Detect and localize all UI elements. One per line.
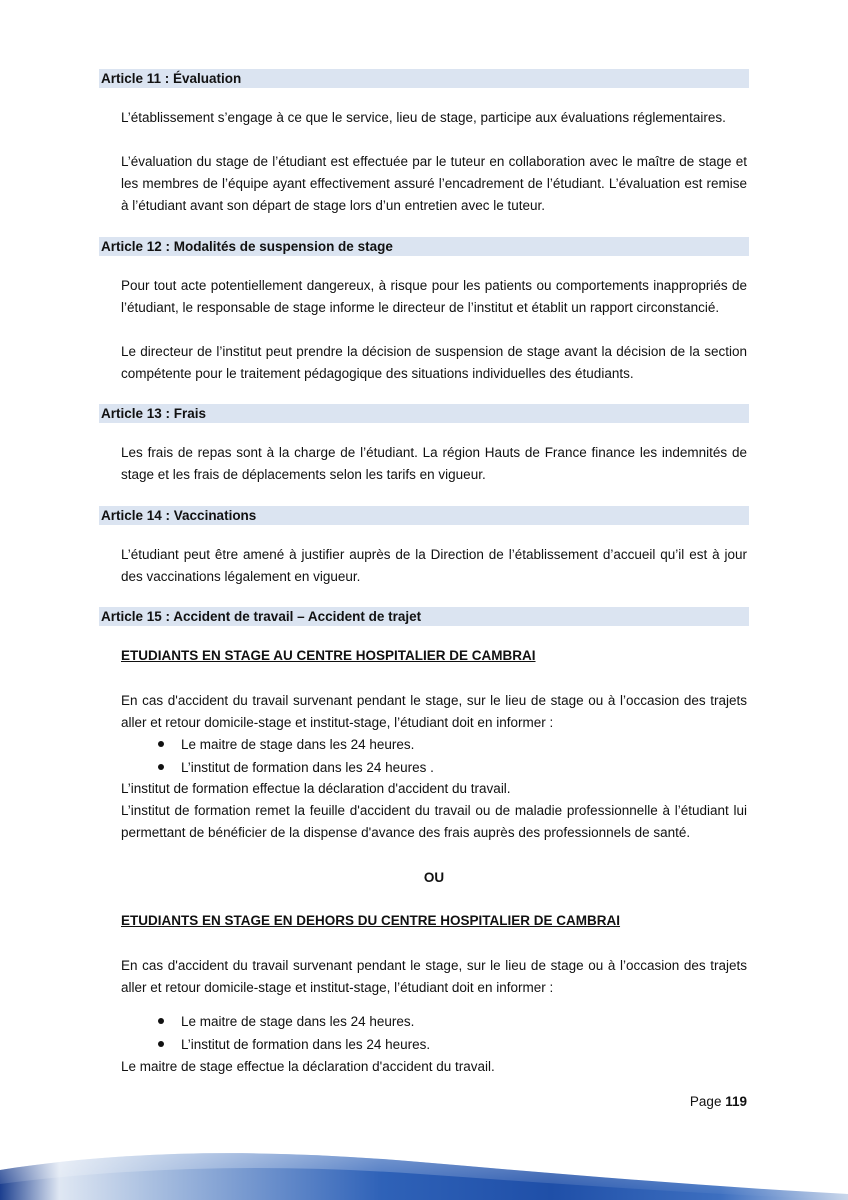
article-13-paragraph-1: Les frais de repas sont à la charge de l’étudiant. La région Hauts de France finance les indemnités de stage et les frais de déplacements selon les tarifs en vigueur. (121, 445, 747, 482)
section-b-intro: En cas d'accident du travail survenant pendant le stage, sur le lieu de stage ou à l’occasion des trajets aller et retour domicile-stage et institut-stage, l’étudiant doit en informer : (121, 958, 747, 995)
article-12-paragraph-1: Pour tout acte potentiellement dangereux, à risque pour les patients ou comportements inappropriés de l’étudiant, le responsable de stage informe le directeur de l’institut et établit un rapport circonstancié. (121, 278, 747, 315)
article-14-heading: Article 14 : Vaccinations (99, 506, 749, 525)
or-separator: OU (423, 870, 445, 885)
bullet-dot-icon (158, 1018, 164, 1024)
article-12-heading: Article 12 : Modalités de suspension de stage (99, 237, 749, 256)
page-number (690, 1092, 747, 1112)
section-b-title: ETUDIANTS EN STAGE EN DEHORS DU CENTRE HOSPITALIER DE CAMBRAI (121, 913, 621, 928)
section-b-bullet-item (158, 1011, 414, 1033)
section-a-bullet-item (158, 734, 414, 756)
article-14-paragraph-1: L’étudiant peut être amené à justifier auprès de la Direction de l’établissement d’accueil qu’il est à jour des vaccinations légalement en vigueur. (121, 547, 747, 584)
article-11-paragraph-1: L’établissement s’engage à ce que le service, lieu de stage, participe aux évaluations réglementaires. (121, 110, 726, 125)
bullet-dot-icon (158, 764, 164, 770)
article-15-heading: Article 15 : Accident de travail – Accident de trajet (99, 607, 749, 626)
article-11-paragraph-2: L’évaluation du stage de l’étudiant est effectuée par le tuteur en collaboration avec le maître de stage et les membres de l’équipe ayant effectivement assuré l’encadrement de l’étudiant. L’évaluation est remise à l’étudiant avant son départ de stage lors d’un entretien avec le tuteur. (121, 154, 747, 213)
bullet-dot-icon (158, 1041, 164, 1047)
section-a-intro: En cas d'accident du travail survenant pendant le stage, sur le lieu de stage ou à l’occasion des trajets aller et retour domicile-stage et institut-stage, l’étudiant doit en informer : (121, 693, 747, 730)
section-a-bullet-item (158, 757, 434, 779)
section-a-bullet-text: Le maitre de stage dans les 24 heures. (181, 737, 415, 752)
bullet-dot-icon (158, 741, 164, 747)
section-a-after-1: L’institut de formation effectue la déclaration d'accident du travail. (121, 781, 511, 796)
page-number-value: 119 (725, 1094, 747, 1109)
section-a-after-2: L’institut de formation remet la feuille d'accident du travail ou de maladie professionnelle à l’étudiant lui permettant de bénéficier de la dispense d'avance des frais auprès des professionnels de santé. (121, 803, 747, 840)
article-13-heading: Article 13 : Frais (99, 404, 749, 423)
section-b-bullet-text: L’institut de formation dans les 24 heures. (181, 1037, 431, 1052)
section-b-bullet-text: Le maitre de stage dans les 24 heures. (181, 1014, 415, 1029)
article-12-paragraph-2: Le directeur de l’institut peut prendre la décision de suspension de stage avant la décision de la section compétente pour le traitement pédagogique des situations individuelles des étudiants. (121, 344, 747, 381)
page-label: Page (689, 1094, 722, 1109)
section-b-bullet-item (158, 1034, 430, 1056)
section-b-after-1: Le maitre de stage effectue la déclaration d'accident du travail. (121, 1059, 495, 1074)
article-11-heading: Article 11 : Évaluation (99, 69, 749, 88)
section-a-title: ETUDIANTS EN STAGE AU CENTRE HOSPITALIER DE CAMBRAI (121, 648, 536, 663)
footer-wave-decoration (0, 1122, 848, 1200)
section-a-bullet-text: L’institut de formation dans les 24 heures . (181, 760, 434, 775)
